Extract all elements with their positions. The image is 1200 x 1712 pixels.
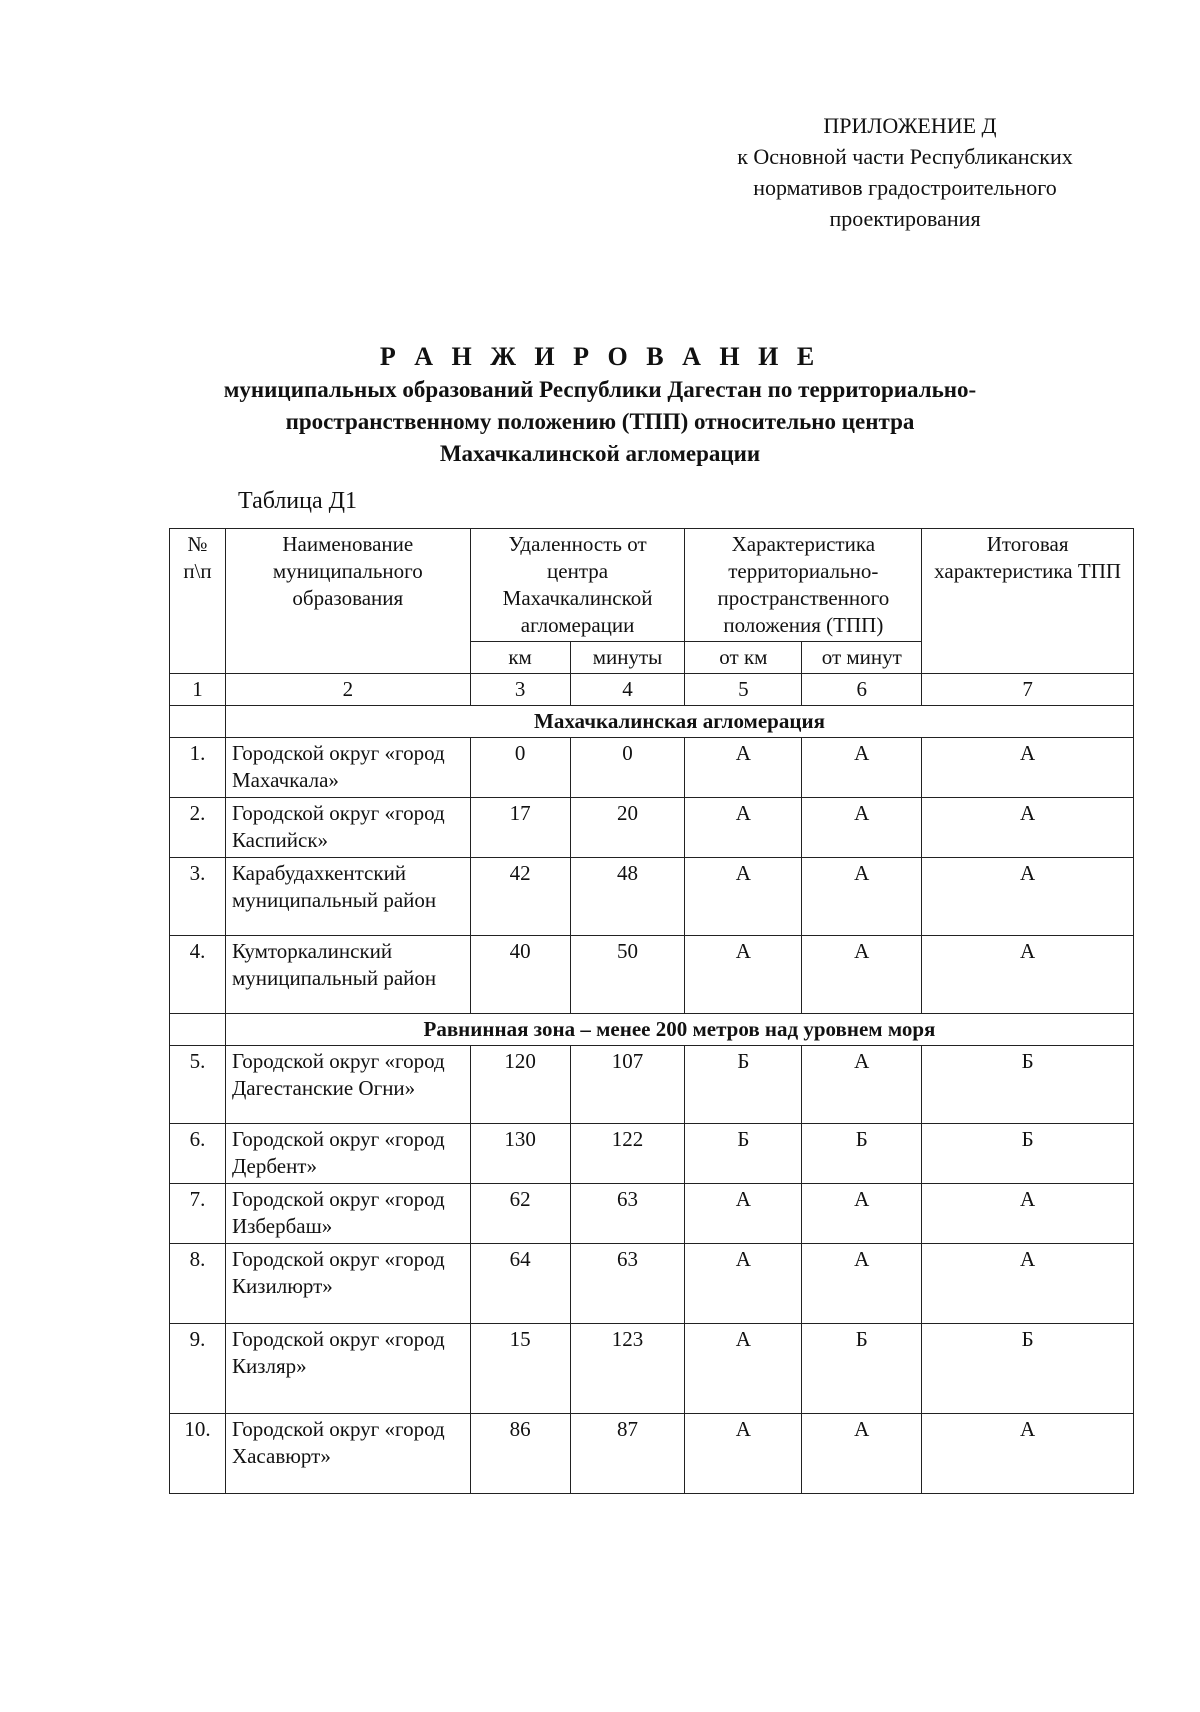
- table-row: [170, 858, 1134, 936]
- header-total: Итоговая характеристика ТПП: [922, 529, 1134, 674]
- header-name: Наименование муниципального образования: [225, 529, 470, 674]
- table-caption: Таблица Д1: [238, 488, 358, 514]
- distance-km: 17: [470, 798, 570, 858]
- table-row: [170, 936, 1134, 1014]
- appendix-line: проектирования: [829, 206, 981, 231]
- municipality-name: Карабудахкентский муниципальный район: [225, 858, 470, 936]
- tpp-from-minutes: А: [802, 798, 922, 858]
- header-row: [170, 529, 1134, 642]
- appendix-heading: [690, 110, 1120, 234]
- tpp-from-km: А: [685, 936, 802, 1014]
- municipality-name: Городской округ «город Дербент»: [225, 1124, 470, 1184]
- title-main: Р А Н Ж И Р О В А Н И Е: [379, 342, 821, 371]
- table-row: [170, 1414, 1134, 1494]
- table-row: [170, 1124, 1134, 1184]
- tpp-total: Б: [922, 1124, 1134, 1184]
- row-number: 8.: [170, 1244, 226, 1324]
- tpp-total: А: [922, 1184, 1134, 1244]
- section-title: Махачкалинская агломерация: [225, 706, 1133, 738]
- table-row: [170, 798, 1134, 858]
- distance-minutes: 63: [570, 1184, 685, 1244]
- table-row: [170, 1324, 1134, 1414]
- distance-minutes: 122: [570, 1124, 685, 1184]
- tpp-total: А: [922, 798, 1134, 858]
- distance-minutes: 107: [570, 1046, 685, 1124]
- header-distance: Удаленность от центра Махачкалинской агломерации: [470, 529, 685, 642]
- municipality-name: Городской округ «город Кизляр»: [225, 1324, 470, 1414]
- tpp-total: А: [922, 738, 1134, 798]
- distance-minutes: 63: [570, 1244, 685, 1324]
- tpp-from-km: А: [685, 1414, 802, 1494]
- tpp-from-km: А: [685, 858, 802, 936]
- row-number: 2.: [170, 798, 226, 858]
- column-number: 5: [685, 674, 802, 706]
- tpp-from-km: Б: [685, 1124, 802, 1184]
- distance-minutes: 0: [570, 738, 685, 798]
- section-empty-cell: [170, 1014, 226, 1046]
- table-row: [170, 1244, 1134, 1324]
- distance-km: 42: [470, 858, 570, 936]
- subtitle-line: Махачкалинской агломерации: [439, 441, 761, 466]
- tpp-total: А: [922, 858, 1134, 936]
- distance-km: 40: [470, 936, 570, 1014]
- section-empty-cell: [170, 706, 226, 738]
- row-number: 5.: [170, 1046, 226, 1124]
- table-row: [170, 738, 1134, 798]
- column-number: 7: [922, 674, 1134, 706]
- section-row: [170, 706, 1134, 738]
- tpp-from-minutes: А: [802, 936, 922, 1014]
- tpp-from-minutes: А: [802, 738, 922, 798]
- header-from-km: от км: [685, 642, 802, 674]
- tpp-from-minutes: А: [802, 1046, 922, 1124]
- tpp-from-km: А: [685, 1324, 802, 1414]
- row-number: 1.: [170, 738, 226, 798]
- appendix-line: нормативов градостроительного: [753, 175, 1057, 200]
- distance-minutes: 123: [570, 1324, 685, 1414]
- distance-minutes: 50: [570, 936, 685, 1014]
- tpp-total: А: [922, 936, 1134, 1014]
- tpp-from-minutes: А: [802, 1184, 922, 1244]
- document-title: [150, 340, 1050, 470]
- tpp-total: А: [922, 1244, 1134, 1324]
- municipality-name: Городской округ «город Махачкала»: [225, 738, 470, 798]
- municipality-name: Кумторкалинский муниципальный район: [225, 936, 470, 1014]
- row-number: 9.: [170, 1324, 226, 1414]
- table-body: [170, 674, 1134, 1494]
- tpp-from-minutes: Б: [802, 1124, 922, 1184]
- appendix-line: к Основной части Республиканских: [737, 144, 1073, 169]
- municipality-name: Городской округ «город Каспийск»: [225, 798, 470, 858]
- row-number: 4.: [170, 936, 226, 1014]
- column-number: 6: [802, 674, 922, 706]
- tpp-from-minutes: А: [802, 1244, 922, 1324]
- subtitle-line: муниципальных образований Республики Дагестан по территориально-: [223, 377, 977, 402]
- tpp-total: Б: [922, 1324, 1134, 1414]
- column-number-row: [170, 674, 1134, 706]
- row-number: 10.: [170, 1414, 226, 1494]
- distance-km: 62: [470, 1184, 570, 1244]
- appendix-title: ПРИЛОЖЕНИЕ Д: [823, 113, 997, 138]
- distance-minutes: 20: [570, 798, 685, 858]
- title-subtitle: [150, 374, 1050, 470]
- column-number: 4: [570, 674, 685, 706]
- tpp-from-km: А: [685, 1184, 802, 1244]
- header-characteristic: Характеристика территориально-пространственного положения (ТПП): [685, 529, 922, 642]
- header-km: км: [470, 642, 570, 674]
- table-row: [170, 1046, 1134, 1124]
- tpp-from-minutes: А: [802, 1414, 922, 1494]
- column-number: 1: [170, 674, 226, 706]
- row-number: 3.: [170, 858, 226, 936]
- row-number: 7.: [170, 1184, 226, 1244]
- tpp-from-km: Б: [685, 1046, 802, 1124]
- distance-km: 130: [470, 1124, 570, 1184]
- column-number: 2: [225, 674, 470, 706]
- column-number: 3: [470, 674, 570, 706]
- tpp-total: А: [922, 1414, 1134, 1494]
- tpp-from-minutes: А: [802, 858, 922, 936]
- municipality-name: Городской округ «город Дагестанские Огни»: [225, 1046, 470, 1124]
- subtitle-line: пространственному положению (ТПП) относительно центра: [285, 409, 915, 434]
- municipality-name: Городской округ «город Избербаш»: [225, 1184, 470, 1244]
- tpp-from-km: А: [685, 738, 802, 798]
- tpp-total: Б: [922, 1046, 1134, 1124]
- distance-minutes: 48: [570, 858, 685, 936]
- distance-km: 15: [470, 1324, 570, 1414]
- header-from-minutes: от минут: [802, 642, 922, 674]
- table-row: [170, 1184, 1134, 1244]
- section-row: [170, 1014, 1134, 1046]
- distance-km: 120: [470, 1046, 570, 1124]
- row-number: 6.: [170, 1124, 226, 1184]
- tpp-from-km: А: [685, 1244, 802, 1324]
- distance-km: 0: [470, 738, 570, 798]
- header-minutes: минуты: [570, 642, 685, 674]
- ranking-table: [169, 528, 1134, 1494]
- municipality-name: Городской округ «город Хасавюрт»: [225, 1414, 470, 1494]
- distance-km: 64: [470, 1244, 570, 1324]
- header-num: № п\п: [170, 529, 226, 674]
- municipality-name: Городской округ «город Кизилюрт»: [225, 1244, 470, 1324]
- distance-minutes: 87: [570, 1414, 685, 1494]
- distance-km: 86: [470, 1414, 570, 1494]
- section-title: Равнинная зона – менее 200 метров над уровнем моря: [225, 1014, 1133, 1046]
- tpp-from-km: А: [685, 798, 802, 858]
- tpp-from-minutes: Б: [802, 1324, 922, 1414]
